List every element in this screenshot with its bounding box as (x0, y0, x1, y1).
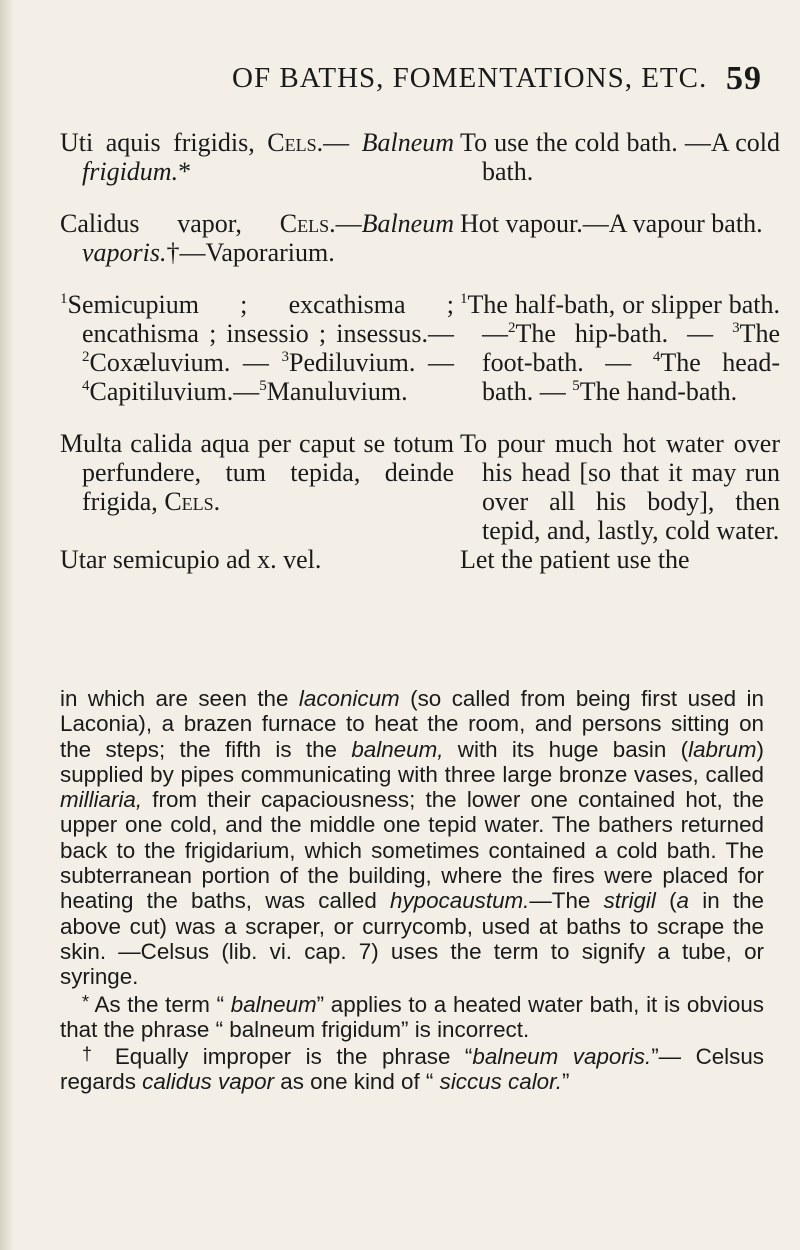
footnote-mark: * (178, 157, 192, 186)
glossary-entry-cold-bath (60, 128, 780, 186)
english-translation: $^1$The half-bath, or slipper bath.—$^2$The hip-bath. — $^3$The foot-bath. — $^4$The head-bath. — $^5$The hand-bath. (460, 290, 780, 406)
notes-section (60, 686, 764, 1095)
author-name: Cels. (279, 209, 336, 238)
author-name: Cels. (164, 487, 221, 516)
english-translation: To use the cold bath. —A cold bath. (460, 128, 780, 186)
latin-phrase: Uti aquis frigidis, Cels.— Balneum frigidum.* (60, 128, 455, 186)
latin-phrase: Utar semicupio ad x. vel. (60, 545, 322, 574)
latin-italic-phrase: Balneum frigidum. (82, 128, 455, 186)
latin-phrase: Calidus vapor, Cels.—Balneum vaporis.†—Vaporarium. (60, 209, 454, 267)
body-paragraph: in which are seen the laconicum (so called from being first used in Laconia), a brazen furnace to heat the room, and persons sitting on the steps; the fifth is the balneum, with its huge basin (labrum) supplied by pipes communicating with three large bronze vases, called milliaria, from their capaciousness; the lower one contained hot, the upper one cold, and the middle one tepid water. The bathers returned back to the frigidarium, which sometimes contained a cold bath. The subterranean portion of the building, where the fires were placed for heating the baths, was called hypocaustum.—The strigil (a in the above cut) was a scraper, or currycomb, used at baths to scrape the skin. —Celsus (lib. vi. cap. 7) uses the term to signify a tube, or syringe. (60, 686, 765, 990)
author-name: Cels. (267, 128, 324, 157)
running-title: OF BATHS, FOMENTATIONS, ETC. (232, 62, 708, 94)
latin-italic-phrase: Balneum vaporis. (82, 209, 454, 267)
latin-english-glossary (60, 128, 780, 574)
english-translation: Hot vapour.—A vapour bath. (460, 209, 763, 238)
latin-phrase: $^1$Semicupium ; excathisma ; encathisma ; insessio ; insessus.—$^2$Coxæluvium. — $^3$Pediluvium. — $^4$Capitiluvium.—$^5$Manuluvium. (60, 290, 454, 406)
footnote-mark: * (82, 991, 90, 1012)
footnote-balneum-frigidum: * As the term “ balneum” applies to a heated water bath, it is obvious that the phrase “ balneum frigidum” is incorrect. (60, 991, 764, 1042)
glossary-entry-vapour-bath (60, 209, 780, 267)
footnote-mark: † (166, 238, 180, 267)
glossary-entry-partial-baths (60, 290, 780, 406)
footnote-balneum-vaporis: † Equally improper is the phrase “balneum vaporis.”— Celsus regards calidus vapor as one kind of “ siccus calor.” (60, 1044, 765, 1095)
glossary-entry-pour-water (60, 429, 780, 545)
running-header (232, 62, 762, 102)
page-number: 59 (726, 60, 762, 97)
english-translation: To pour much hot water over his head [so that it may run over all his body], then tepid, and, lastly, cold water. (460, 429, 780, 545)
footnote-mark: † (82, 1044, 101, 1065)
english-translation: Let the patient use the (460, 545, 690, 574)
glossary-entry-semicupium-use (60, 545, 780, 574)
latin-phrase: Multa calida aqua per caput se totum perfundere, tum tepida, deinde frigida, Cels. (60, 429, 454, 516)
page-edge-shadow (0, 0, 14, 1250)
